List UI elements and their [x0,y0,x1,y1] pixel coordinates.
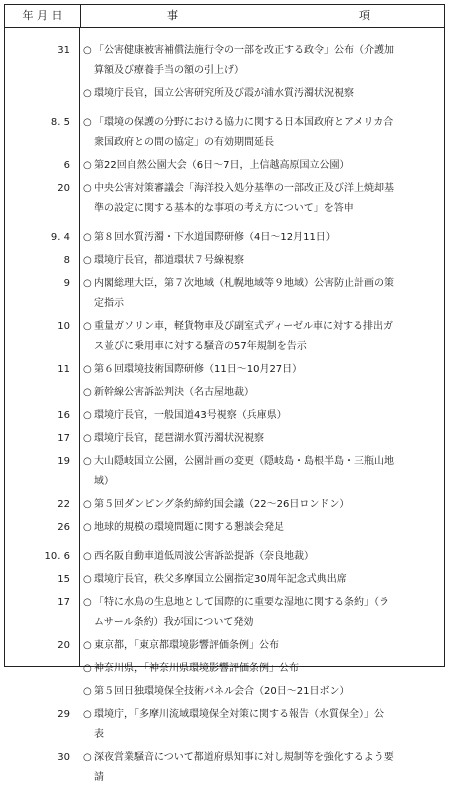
date-column-header: 年 月 日 [5,5,81,27]
entry-text [83,228,438,248]
entry-line-continued [83,725,438,745]
entry-line-text: 環境庁長官，国立公害研究所及び霞が浦水質汚濁状況視察 [94,88,354,99]
entry-date: 10 [57,321,70,332]
entry-line-continued [83,294,438,314]
entry-line-text: 「環境の保護の分野における協力に関する日本国政府とアメリカ合 [94,117,394,128]
entry-line-text: 内閣総理大臣，第７次地域（札幌地域等９地域）公害防止計画の策 [94,278,394,289]
circle-bullet-icon: ○ [83,232,92,243]
entry-line-continued [83,337,438,357]
circle-bullet-icon: ○ [83,640,92,651]
entry-line [83,41,438,61]
entry-date: 6 [63,160,70,171]
entry-date: 26 [57,522,70,533]
entry-line-text: 神奈川県，「神奈川県環境影響評価条例」公布 [94,663,299,674]
entry-line [83,274,438,294]
entry-line-continued [83,768,438,788]
entry-line-text: 環境庁長官，一般国道43号視察（兵庫県） [94,410,287,421]
entry-line-text: 「特に水鳥の生息地として国際的に重要な湿地に関する条約」（ラ [94,597,389,608]
entry-line [83,593,438,613]
entry-date: 10. 6 [44,551,70,562]
entry-line [83,360,438,380]
circle-bullet-icon: ○ [83,752,92,763]
entry-line [83,406,438,426]
circle-bullet-icon: ○ [83,663,92,674]
entry-line [83,251,438,271]
entry-line [83,495,438,515]
entry-line-text: 準の設定に関する基本的な事項の考え方について」を答申 [94,203,354,214]
entry-line-text: 環境庁長官，琵琶湖水質汚濁状況視察 [94,433,264,444]
entry-text [83,593,438,633]
entry-text [83,748,438,788]
entry-line-text: 請 [94,772,104,783]
entry-date: 30 [57,752,70,763]
entry-text [83,518,438,538]
entry-date: 20 [57,640,70,651]
entry-line-text: 中央公害対策審議会「海洋投入処分基準の一部改正及び洋上焼却基 [94,183,394,194]
circle-bullet-icon: ○ [83,551,92,562]
subject-header-char-1: 事 [167,9,178,22]
entry-line [83,547,438,567]
entry-line-text: ムサール条約）我が国について発効 [94,617,254,628]
entry-date: 31 [57,45,70,56]
entry-line-text: 域） [94,476,114,487]
entry-text [83,251,438,271]
circle-bullet-icon: ○ [83,433,92,444]
circle-bullet-icon: ○ [83,321,92,332]
entry-text [83,156,438,176]
circle-bullet-icon: ○ [83,709,92,720]
entry-line-continued [83,133,438,153]
entry-line-continued [83,472,438,492]
entry-line-text: 衆国政府との間の協定」の有効期間延長 [94,137,274,148]
entry-text [83,383,438,403]
entry-line [83,156,438,176]
entry-text [83,274,438,314]
subject-column-header [81,5,444,27]
entry-line-text: ス並びに乗用車に対する騒音の57年規制を告示 [94,341,307,352]
entry-line-text: 環境庁長官，都道環状７号線視察 [94,255,244,266]
entry-line [83,179,438,199]
entry-line-text: 第８回水質汚濁・下水道国際研修（4日～12月11日） [94,232,336,243]
circle-bullet-icon: ○ [83,522,92,533]
entry-line [83,84,438,104]
entry-date: 17 [57,433,70,444]
entry-line [83,682,438,702]
entry-date: 16 [57,410,70,421]
circle-bullet-icon: ○ [83,456,92,467]
entry-text [83,406,438,426]
entry-date: 29 [57,709,70,720]
subject-header-char-2: 項 [359,9,370,22]
table-header [4,4,445,28]
entry-line-text: 第22回自然公園大会（6日～7日，上信越高原国立公園） [94,160,350,171]
circle-bullet-icon: ○ [83,597,92,608]
entry-line [83,383,438,403]
entry-line [83,570,438,590]
entry-date: 9. 4 [50,232,70,243]
entry-text [83,705,438,745]
circle-bullet-icon: ○ [83,117,92,128]
entry-line [83,705,438,725]
entry-line [83,452,438,472]
circle-bullet-icon: ○ [83,160,92,171]
entry-line [83,518,438,538]
entry-text [83,452,438,492]
entry-date: 8. 5 [50,117,70,128]
entry-text [83,659,438,679]
entry-line-continued [83,613,438,633]
entry-line-text: 地球的規模の環境問題に関する懇談会発足 [94,522,284,533]
entry-text [83,429,438,449]
circle-bullet-icon: ○ [83,88,92,99]
entry-date: 15 [57,574,70,585]
entry-date: 11 [57,364,70,375]
entry-text [83,41,438,81]
entry-text [83,495,438,515]
entry-date: 20 [57,183,70,194]
entry-line-text: 第６回環境技術国際研修（11日～10月27日） [94,364,303,375]
entry-line-text: 定指示 [94,298,124,309]
circle-bullet-icon: ○ [83,387,92,398]
entry-line-text: 第５回ダンピング条約締約国会議（22～26日ロンドン） [94,499,350,510]
entry-line-continued [83,61,438,81]
entry-line [83,317,438,337]
entry-line [83,748,438,768]
entry-line-text: 算額及び療養手当の額の引上げ） [94,65,244,76]
entry-line-text: 西名阪自動車道低周波公害訴訟提訴（奈良地裁） [94,551,314,562]
entry-text [83,547,438,567]
circle-bullet-icon: ○ [83,183,92,194]
entry-date: 19 [57,456,70,467]
entry-date: 8 [63,255,70,266]
entry-text [83,113,438,153]
entry-line-continued [83,199,438,219]
entry-text [83,317,438,357]
entry-line-text: 東京都，「東京都環境影響評価条例」公布 [94,640,279,651]
entry-line-text: 「公害健康被害補償法施行令の一部を改正する政令」公布（介護加 [94,45,394,56]
entry-line-text: 環境庁長官，秩父多摩国立公園指定30周年記念式典出席 [94,574,347,585]
entry-line-text: 環境庁，「多摩川流域環境保全対策に関する報告（水質保全）」公 [94,709,384,720]
circle-bullet-icon: ○ [83,574,92,585]
entry-text [83,84,438,104]
entry-line [83,228,438,248]
column-divider [79,28,80,667]
circle-bullet-icon: ○ [83,45,92,56]
circle-bullet-icon: ○ [83,255,92,266]
entry-date: 22 [57,499,70,510]
circle-bullet-icon: ○ [83,499,92,510]
entry-line-text: 第５回日独環境保全技術パネル会合（20日～21日ボン） [94,686,350,697]
entry-line [83,429,438,449]
circle-bullet-icon: ○ [83,278,92,289]
entry-date: 9 [63,278,70,289]
entry-text [83,636,438,656]
entry-date: 17 [57,597,70,608]
entry-text [83,179,438,219]
entry-text [83,570,438,590]
circle-bullet-icon: ○ [83,410,92,421]
entry-line [83,636,438,656]
entry-line-text: 大山隠岐国立公園，公園計画の変更（隠岐島・島根半島・三瓶山地 [94,456,394,467]
entry-line-text: 重量ガソリン車，軽貨物車及び副室式ディーゼル車に対する排出ガ [94,321,393,332]
entry-line [83,113,438,133]
entry-line-text: 表 [94,729,104,740]
chronology-page [4,4,445,783]
entry-text [83,360,438,380]
entry-line [83,659,438,679]
entry-line-text: 深夜営業騒音について都道府県知事に対し規制等を強化するよう要 [94,752,394,763]
entry-text [83,682,438,702]
circle-bullet-icon: ○ [83,364,92,375]
entry-line-text: 新幹線公害訴訟判決（名古屋地裁） [94,387,254,398]
circle-bullet-icon: ○ [83,686,92,697]
